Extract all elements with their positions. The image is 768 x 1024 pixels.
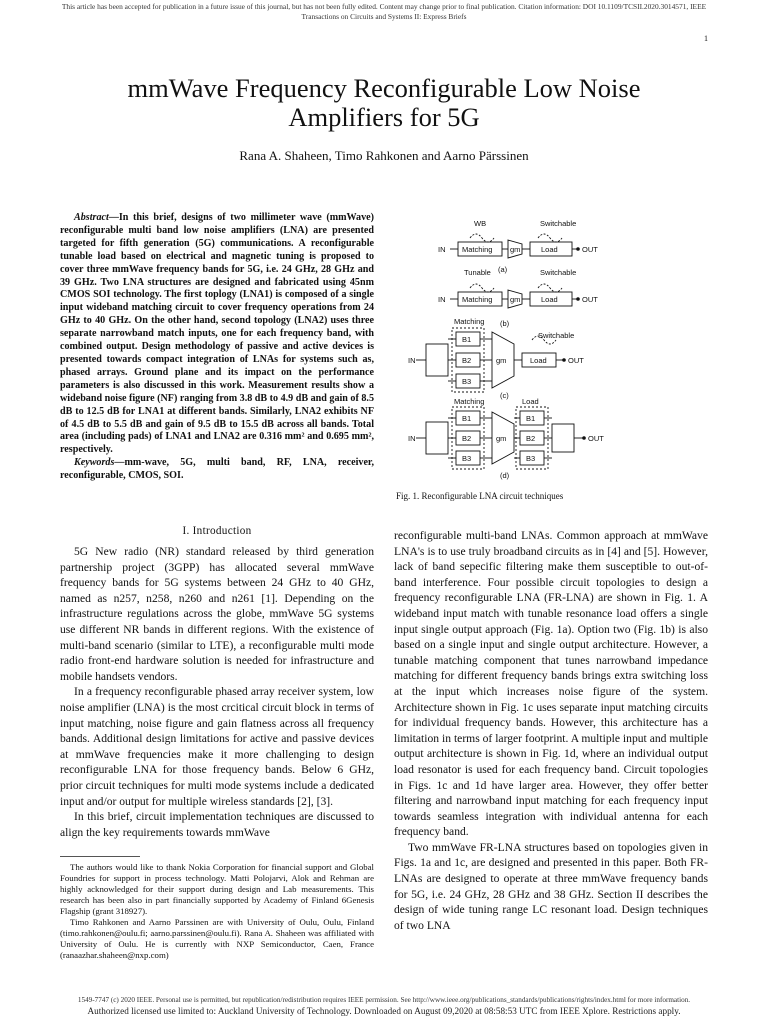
circuit-diagram [392, 212, 708, 486]
copyright-footer: 1549-7747 (c) 2020 IEEE. Personal use is permitted, but republication/redistribution requires IEEE permission. See http://www.ieee.org/publications_standards/publications/rights/index.html for more information. [77, 996, 691, 1004]
matching-label-d: Matching [454, 397, 485, 406]
license-footer: Authorized licensed use limited to: Auckland University of Technology. Downloaded on August 09,2020 at 08:58:53 UTC from IEEE Xplore. Restrictions apply. [87, 1006, 681, 1016]
abstract-label: Abstract [74, 212, 109, 223]
header-citation-line: This article has been accepted for publication in a future issue of this journal, but has not been fully edited. Content may change prior to final publication. Citation information: DOI 10.1109/TCSII.2020.3014571, IEEE [61, 2, 707, 11]
out-label-c: OUT [568, 356, 584, 365]
out-label-d: OUT [588, 434, 604, 443]
load-block-c: Load [530, 356, 547, 365]
in-label-a: IN [438, 245, 446, 254]
switchable-label-a: Switchable [540, 219, 577, 228]
right-column-body [394, 528, 708, 933]
load-block-b: Load [541, 295, 558, 304]
paragraph: Two mmWave FR-LNA structures based on topologies given in Figs. 1a and 1c, are designed and presented in this paper. Both FR-LNAs are designed to operate at three mmWave frequency bands for 5G, i.e. 24 GHz, 28 GHz and 38 GHz. Section II describes the design of wide tuning range LC resonant load. Design techniques of two LNA [394, 840, 708, 932]
sub-label-a: (a) [498, 265, 508, 274]
author-list: Rana A. Shaheen, Timo Rahkonen and Aarno Pärssinen [239, 148, 529, 163]
gm-label-c: gm [496, 356, 507, 365]
load-b3-d: B3 [526, 454, 536, 463]
sub-label-d: (d) [500, 471, 510, 480]
sub-label-c: (c) [500, 391, 509, 400]
load-label-d: Load [522, 397, 539, 406]
section-heading: I. Introduction [182, 525, 252, 537]
band-b1-d: B1 [462, 414, 472, 423]
band-b3-d: B3 [462, 454, 472, 463]
gm-label-d: gm [496, 434, 507, 443]
gm-label-a: gm [510, 245, 521, 254]
sub-label-b: (b) [500, 319, 510, 328]
load-b2-d: B2 [526, 434, 536, 443]
in-label-d: IN [408, 434, 416, 443]
abstract-text: —In this brief, designs of two millimeter wave (mmWave) reconfigurable multi band low noise amplifiers (LNA) are presented targeted for fifth generation (5G) communications. A reconfigurable tunable load based on electrical and magnetic tuning is proposed to cover three mmWave frequency bands for 5G, i.e. 24 GHz, 28 GHz and 39 GHz. Two LNA structures are designed and fabricated using 45nm CMOS SOI technology. The first toplogy (LNA1) is composed of a single input wideband matching circuit to cover frequency operations from 24 GHz to 40 GHz. On the other hand, second topology (LNA2) uses three separate narrowband match inputs, one for each frequency band, with combined output. Design methodology of passive and active devices is presented towards compact integration of LNAs for systems such as, phased arrays. Ground plane and its impact on the performance parameters is also discussed in this work. Measurement results show a wideband noise figure (NF) ranging from 3.8 dB to 4.9 dB and gain of 8.5 dB to 12.5 dB for LNA1 at different bands. Similarly, LNA2 exhibits NF of 4.5 dB to 5.5 dB and gain of 9.5 dB to 15.5 dB across all bands. Total area (including pads) of LNA1 and LNA2 are 0.316 mm² and 0.695 mm², respectively. [60, 212, 374, 456]
out-label-b: OUT [582, 295, 598, 304]
header-journal-line: Transactions on Circuits and Systems II: Express Briefs [301, 12, 467, 21]
switchable-label-c: Switchable [538, 331, 575, 340]
band-b1-c: B1 [462, 335, 472, 344]
paper-title [60, 74, 708, 132]
matching-block-b: Matching [462, 295, 493, 304]
out-label-a: OUT [582, 245, 598, 254]
paragraph: In this brief, circuit implementation techniques are discussed to align the key requirements towards mmWave [60, 810, 374, 839]
footnotes [60, 862, 374, 961]
keywords-label: Keywords [74, 457, 115, 469]
load-b1-d: B1 [526, 414, 536, 423]
keywords-text: —mm-wave, 5G, multi band, RF, LNA, receiver, reconfigurable, CMOS, SOI. [60, 457, 374, 482]
abstract [60, 212, 374, 483]
footnote-acknowledgement: The authors would like to thank Nokia Corporation for financial support and Global Foundries for support in process technology. Matti Polojarvi, Alok and Rehman are highly acknowledged for their support during design and Lab measurements. This research has been also in part financially supported by Academy of Finland 6Genesis Flagship (grant 318927). [60, 862, 374, 916]
band-b2-d: B2 [462, 434, 472, 443]
tunable-label: Tunable [464, 268, 491, 277]
band-b3-c: B3 [462, 377, 472, 386]
title-line-1: mmWave Frequency Reconfigurable Low Noise [127, 73, 641, 103]
in-label-c: IN [408, 356, 416, 365]
figure-1 [392, 212, 708, 486]
footnote-divider [60, 856, 140, 857]
figure-caption: Fig. 1. Reconfigurable LNA circuit techniques [396, 491, 564, 501]
matching-label-c: Matching [454, 317, 485, 326]
wb-label: WB [474, 219, 487, 228]
switchable-label-b: Switchable [540, 268, 577, 277]
title-line-2: Amplifiers for 5G [288, 102, 480, 132]
page-number: 1 [704, 34, 708, 43]
left-column-body [60, 544, 374, 840]
paragraph: 5G New radio (NR) standard released by third generation partnership project (3GPP) has allocated several mmWave frequency bands for 5G systems between 24 GHz to 40 GHz, named as n257, n258, n260 and n261 [1]. Depending on the infrastructure regulations across the globe, mmWave 5G systems use different NR bands in different regions. With the existence of multi-band scenario (similar to LTE), a reconfigurable multi mode radio front-end hardware solution is needed for infrastructure and mobile handsets vendors. [60, 545, 374, 683]
paragraph: reconfigurable multi-band LNAs. Common approach at mmWave LNA's is to use truly broadband circuits as in [4] and [5]. However, lack of band sepecific filtering make them susceptible to out-of-band interference. Four possible circuit topologies to design a frequency reconfigurable LNA (FR-LNA) are shown in Fig. 1. A wideband input match with tunable resonance load offers a single input single output approach (Fig. 1a). Option two (Fig. 1b) is also based on a single input and single output architecture. However, a tunable matching component that tunes narrowband impedance matching for different frequency bands brings extra switching loss at the input which increases noise figure of the system. Architecture shown in Fig. 1c uses separate input matching circuits for individual frequency bands. However, this architecture has a limitation in terms of larger footprint. A multiple input and multiple output architecture is shown in Fig. 1d, where an individual output load resonator is used for each frequency band. Circuit topologies in Figs. 1c and 1d have larger area. However, they offer better filtering and narrowband input matching for each frequency input towards seamless integration with individual antenna for each frequency band. [394, 529, 708, 839]
gm-label-b: gm [510, 295, 521, 304]
load-block-a: Load [541, 245, 558, 254]
paragraph: In a frequency reconfigurable phased array receiver system, low noise amplifier (LNA) is the most crcitical circuit block in terms of input matching, noise figure and gain flatness across all frequency bands. Additional design limitations for active and passive devices at mmWave frequencies make it more challenging to design reconfigurable LNA for those frequency bands. Below 6 GHz, prior circuit techniques for multi mode systems include a dedicated input and/or output for multiple wireless standards [2], [3]. [60, 685, 374, 808]
band-b2-c: B2 [462, 356, 472, 365]
footnote-affiliations: Timo Rahkonen and Aarno Parssinen are with University of Oulu, Oulu, Finland (timo.rahkonen@oulu.fi; aarno.parssinen@oulu.fi). Rana A. Shaheen was affiliated with University of Oulu. He is currently with NXP Semiconductor, Caen, France (ranaazhar.shaheen@nxp.com) [60, 917, 374, 960]
in-label-b: IN [438, 295, 446, 304]
matching-block-a: Matching [462, 245, 493, 254]
